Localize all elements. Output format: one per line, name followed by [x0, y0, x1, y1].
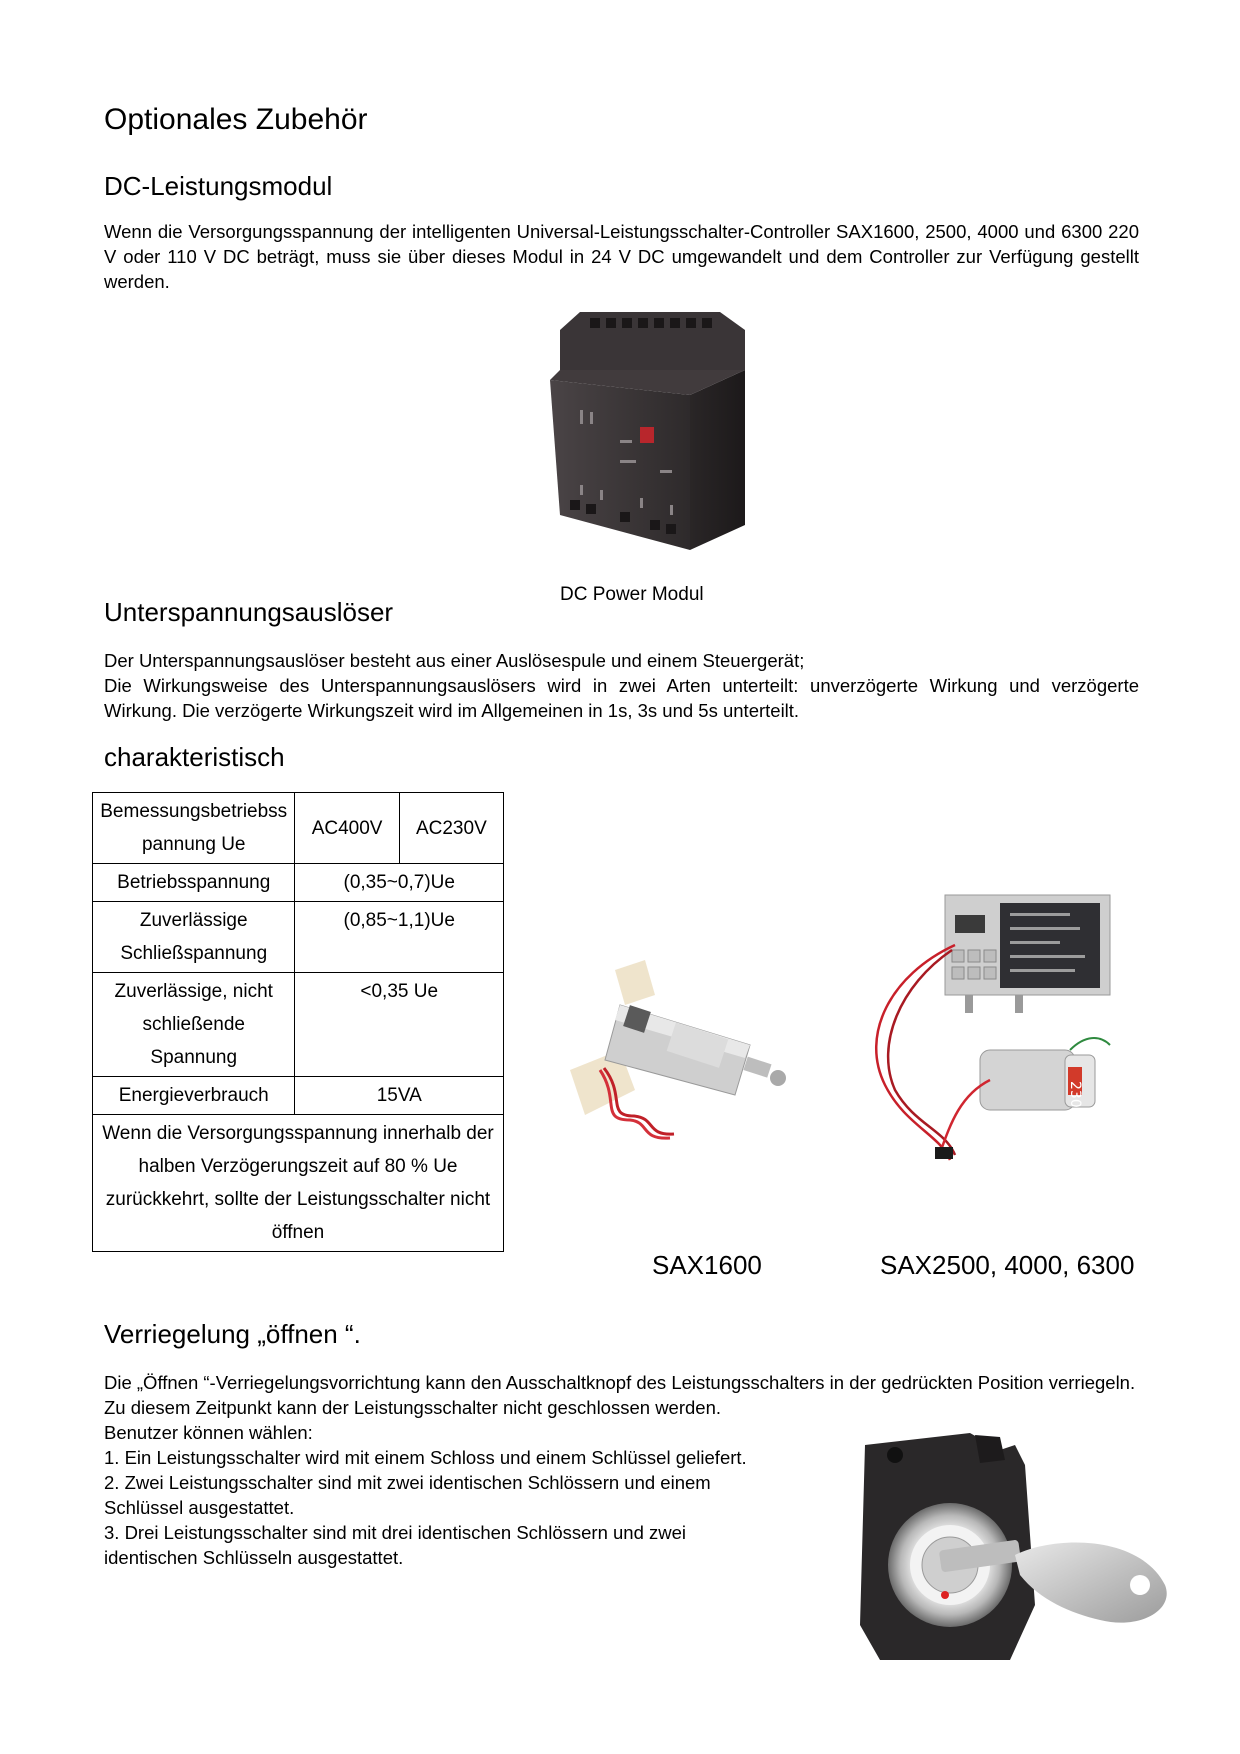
- table-row: [93, 1115, 504, 1252]
- table-row: [93, 793, 504, 864]
- page-title: Optionales Zubehör: [104, 103, 368, 136]
- table-cell-operating-voltage-label: Betriebsspannung: [93, 864, 295, 902]
- undervoltage-line-1: Der Unterspannungsauslöser besteht aus einer Auslösespule und einem Steuergerät;: [104, 650, 805, 671]
- undervoltage-line-2: Die Wirkungsweise des Unterspannungsauslösers wird in zwei Arten unterteilt: unverzögerte Wirkung und verzögerte Wirkung. Die verzögerte Wirkungszeit wird im Allgemeinen in 1s, 3s und 5s unterteilt.: [104, 675, 1139, 721]
- table-row: [93, 973, 504, 1077]
- section-heading-lock: Verriegelung „öffnen “.: [104, 1319, 361, 1349]
- sax2500-caption: SAX2500, 4000, 6300: [880, 1250, 1135, 1280]
- lock-option-1: 1. Ein Leistungsschalter wird mit einem Schloss und einem Schlüssel geliefert.: [104, 1447, 747, 1468]
- lock-option-3: 3. Drei Leistungsschalter sind mit drei identischen Schlössern und zwei identischen Schlüsseln ausgestattet.: [104, 1522, 687, 1568]
- table-row: [93, 902, 504, 973]
- sax1600-trip-coil-image: [560, 950, 800, 1150]
- table-cell-power-consumption-value: 15VA: [295, 1077, 504, 1115]
- table-row: [93, 1077, 504, 1115]
- section-heading-characteristics: charakteristisch: [104, 742, 285, 772]
- sax1600-caption: SAX1600: [652, 1250, 762, 1280]
- table-cell-ac230v: AC230V: [399, 793, 503, 864]
- characteristics-table: [92, 792, 504, 1252]
- table-cell-closing-voltage-label: Zuverlässige Schließspannung: [93, 902, 295, 973]
- table-row: [93, 864, 504, 902]
- table-cell-ac400v: AC400V: [295, 793, 399, 864]
- dc-power-module-caption: DC Power Modul: [560, 584, 704, 605]
- table-cell-note: Wenn die Versorgungsspannung innerhalb der halben Verzögerungszeit auf 80 % Ue zurückkehrt, sollte der Leistungsschalter nicht öffnen: [93, 1115, 504, 1252]
- section-heading-undervoltage: Unterspannungsauslöser: [104, 597, 394, 627]
- table-cell-closing-voltage-value: (0,85~1,1)Ue: [295, 902, 504, 973]
- lock-paragraph: Die „Öffnen “-Verriegelungsvorrichtung kann den Ausschaltknopf des Leistungsschalters in der gedrückten Position verriegeln. Zu diesem Zeitpunkt kann der Leistungsschalter nicht geschlossen werden.: [104, 1372, 1136, 1418]
- table-cell-non-closing-voltage-value: <0,35 Ue: [295, 973, 504, 1077]
- coil-230-label: 230: [1067, 1081, 1083, 1108]
- dc-power-module-image: [520, 300, 770, 570]
- lock-choose-label: Benutzer können wählen:: [104, 1422, 313, 1443]
- table-cell-non-closing-voltage-label: Zuverlässige, nicht schließende Spannung: [93, 973, 295, 1077]
- lock-option-2: 2. Zwei Leistungsschalter sind mit zwei identischen Schlössern und einem Schlüssel ausgestattet.: [104, 1472, 711, 1518]
- table-cell-power-consumption-label: Energieverbrauch: [93, 1077, 295, 1115]
- table-cell-rated-voltage-label: Bemessungsbetriebsspannung Ue: [93, 793, 295, 864]
- sax2500-undervoltage-device-image: [840, 885, 1130, 1185]
- lock-with-key-image: [840, 1425, 1200, 1665]
- section-heading-dc-module: DC-Leistungsmodul: [104, 171, 333, 201]
- dc-module-paragraph: Wenn die Versorgungsspannung der intelligenten Universal-Leistungsschalter-Controller SAX1600, 2500, 4000 und 6300 220 V oder 110 V DC beträgt, muss sie über dieses Modul in 24 V DC umgewandelt und dem Controller zur Verfügung gestellt werden.: [104, 221, 1139, 292]
- table-cell-operating-voltage-value: (0,35~0,7)Ue: [295, 864, 504, 902]
